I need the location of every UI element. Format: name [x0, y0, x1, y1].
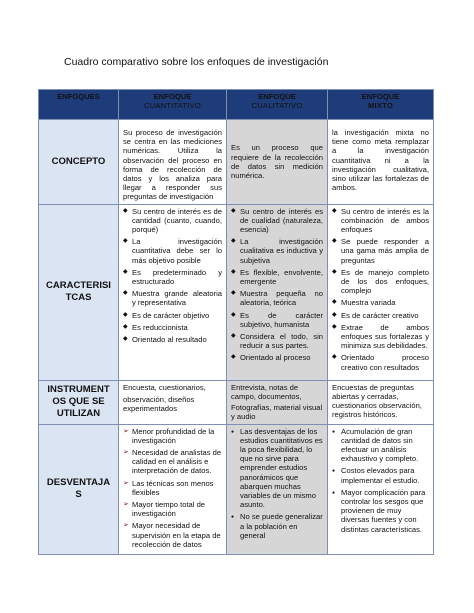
list-item: ➢ Las técnicas son menos flexibles: [123, 479, 222, 497]
header-mixto: ENFOQUE MIXTO: [328, 90, 434, 120]
header-cuantitativo: ENFOQUE CUANTITATIVO: [119, 90, 227, 120]
list-item: ◆ Muestra variada: [332, 298, 429, 307]
cell-caracteristicas-cuantitativo: [119, 204, 227, 380]
list-item: ◆ Extrae de ambos enfoques sus fortalezas y minimiza sus debilidades.: [332, 323, 429, 351]
list-item: ◆ Su centro de interés es la combinación de ambos enfoques: [332, 207, 429, 235]
list-item: ◆ Muestra grande aleatoria y representativa: [123, 289, 222, 307]
list-item: ● Mayor complicación para controlar los sesgos que provienen de muy diversas fuentes y con distintas características.: [332, 488, 429, 534]
cell-concepto-cuantitativo: Su proceso de investigación se centra en las mediciones numéricas. Utiliza la observación del proceso en forma de recolección de datos y los analiza para llegar a responder sus preguntas de investigación: [119, 120, 227, 205]
cell-caracteristicas-cualitativo: [227, 204, 328, 380]
list-item: ◆ La investigación cualitativa es inductiva y subjetiva: [231, 237, 323, 265]
document-title: Cuadro comparativo sobre los enfoques de investigación: [64, 56, 329, 68]
list-item: ◆ Muestra pequeña no aleatoria, teórica: [231, 289, 323, 307]
cell-instrumentos-mixto: Encuestas de preguntas abiertas y cerradas, cuestionarios observación, registros históricos.: [328, 380, 434, 424]
list-item: ◆ Orientado al proceso: [231, 353, 323, 362]
cell-desventajas-mixto: [328, 424, 434, 554]
row-instrumentos: [39, 380, 434, 424]
list-desventajas-cualitativo: [231, 427, 323, 540]
list-item: ◆ Considera el todo, sin reducir a sus partes.: [231, 332, 323, 350]
list-caracteristicas-mixto: [332, 207, 429, 372]
cell-desventajas-cualitativo: [227, 424, 328, 554]
cell-concepto-cualitativo: Es un proceso que requiere de la recolección de datos sin medición numérica.: [227, 120, 328, 205]
cell-caracteristicas-mixto: [328, 204, 434, 380]
cell-concepto-mixto: la investigación mixta no tiene como meta remplazar a la investigación cuantitativa ni a la investigación cualitativa, sino utilizar las fortalezas de ambos.: [328, 120, 434, 205]
row-caracteristicas: [39, 204, 434, 380]
list-item: ● Costos elevados para implementar el estudio.: [332, 466, 429, 484]
list-item: ◆ Orientado proceso creativo con resultados: [332, 353, 429, 371]
list-item: ◆ Orientado al resultado: [123, 335, 222, 344]
list-item: ◆ Se puede responder a una gama más amplia de preguntas: [332, 237, 429, 265]
list-item: ◆ Es de carácter creativo: [332, 311, 429, 320]
table-header-row: [39, 90, 434, 120]
cell-instrumentos-cualitativo: Entrevista, notas de campo, documentos, Fotografías, material visual y audio: [227, 380, 328, 424]
row-label-desventajas: DESVENTAJA S: [39, 424, 119, 554]
list-item: ◆ Es de manejo completo de los dos enfoques, complejo: [332, 268, 429, 296]
list-item: ◆ Es de carácter objetivo: [123, 311, 222, 320]
header-enfoques: ENFOQUES: [39, 90, 119, 120]
list-caracteristicas-cualitativo: [231, 207, 323, 363]
cell-desventajas-cuantitativo: [119, 424, 227, 554]
cell-instrumentos-cuantitativo: Encuesta, cuestionarios, observación, diseños experimentados: [119, 380, 227, 424]
list-item: ◆ La investigación cuantitativa debe ser lo más objetivo posible: [123, 237, 222, 265]
list-caracteristicas-cuantitativo: [123, 207, 222, 345]
list-item: ◆ Es de carácter subjetivo, humanista: [231, 311, 323, 329]
list-desventajas-cuantitativo: [123, 427, 222, 549]
list-item: ➢ Mayor necesidad de supervisión en la etapa de recolección de datos: [123, 521, 222, 549]
row-label-caracteristicas: CARACTERISI TCAS: [39, 204, 119, 380]
list-item: ➢ Mayor tiempo total de investigación: [123, 500, 222, 518]
row-desventajas: [39, 424, 434, 554]
list-item: ➢ Menor profundidad de la investigación: [123, 427, 222, 445]
list-item: ◆ Es reduccionista: [123, 323, 222, 332]
row-label-instrumentos: INSTRUMENT OS QUE SE UTILIZAN: [39, 380, 119, 424]
list-item: ◆ Su centro de interés es de cantidad (cuanto, cuando, porqué): [123, 207, 222, 235]
list-item: ➢ Necesidad de analistas de calidad en el análisis e interpretación de datos.: [123, 448, 222, 476]
list-item: ● Las desventajas de los estudios cuantitativos es la poca flexibilidad, lo que no sirve para emprender estudios panorámicos que abarquen muchas variables de un mismo asunto.: [231, 427, 323, 510]
header-cualitativo: ENFOQUE CUALITATIVO: [227, 90, 328, 120]
list-item: ● Acumulación de gran cantidad de datos sin efectuar un análisis exhaustivo y completo.: [332, 427, 429, 464]
list-item: ● No se puede generalizar a la población en general: [231, 512, 323, 540]
list-item: ◆ Su centro de interés es de cualidad (naturaleza, esencia): [231, 207, 323, 235]
list-item: ◆ Es predeterminado y estructurado: [123, 268, 222, 286]
list-desventajas-mixto: [332, 427, 429, 534]
list-item: ◆ Es flexible, envolvente, emergente: [231, 268, 323, 286]
row-concepto: [39, 120, 434, 205]
row-label-concepto: CONCEPTO: [39, 120, 119, 205]
comparison-table: [38, 89, 434, 555]
